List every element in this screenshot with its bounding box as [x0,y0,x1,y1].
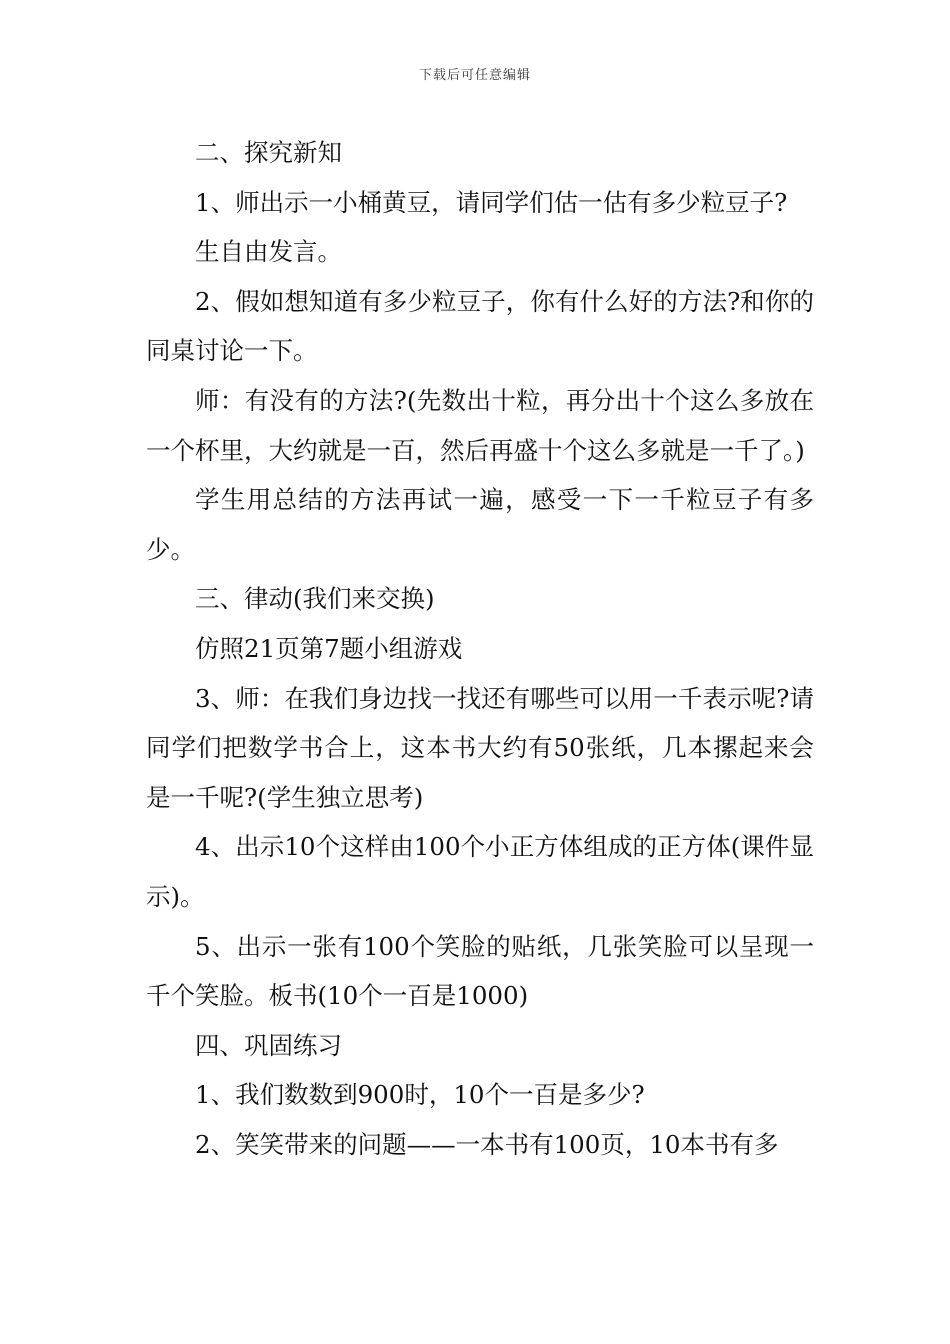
paragraph-item-2: 2、假如想知道有多少粒豆子，你有什么好的方法?和你的同桌讨论一下。 [146,286,814,366]
page-header-note: 下载后可任意编辑 [418,68,531,83]
section-heading-explore: 二、探究新知 [195,138,342,167]
paragraph-teacher-method: 师：有没有的方法?(先数出十粒，再分出十个这么多放在一个杯里，大约就是一百，然后再盛十个这么多就是一千了。) [146,385,814,465]
section-heading-practice: 四、巩固练习 [195,1030,342,1060]
paragraph-item-5: 5、出示一张有100个笑脸的贴纸，几张笑脸可以呈现一千个笑脸。板书(10个一百是1000) [146,931,814,1011]
document-body [146,128,814,1169]
paragraph-item-4: 4、出示10个这样由100个小正方体组成的正方体(课件显示)。 [146,832,814,911]
paragraph-practice-2: 2、笑笑带来的问题——一本书有100页，10本书有多 [195,1129,779,1159]
paragraph-item-3: 3、师：在我们身边找一找还有哪些可以用一千表示呢?请同学们把数学书合上，这本书大约有50张纸，几本摞起来会是一千呢?(学生独立思考) [146,683,814,812]
paragraph-group-game: 仿照21页第7题小组游戏 [195,633,463,663]
paragraph-item-1: 1、师出示一小桶黄豆，请同学们估一估有多少粒豆子? [195,187,788,217]
section-heading-rhythm: 三、律动(我们来交换) [195,584,435,614]
paragraph-student-try: 学生用总结的方法再试一遍，感受一下一千粒豆子有多少。 [146,485,814,564]
paragraph-student-speak: 生自由发言。 [195,237,342,267]
paragraph-practice-1: 1、我们数数到900时，10个一百是多少? [195,1080,645,1110]
